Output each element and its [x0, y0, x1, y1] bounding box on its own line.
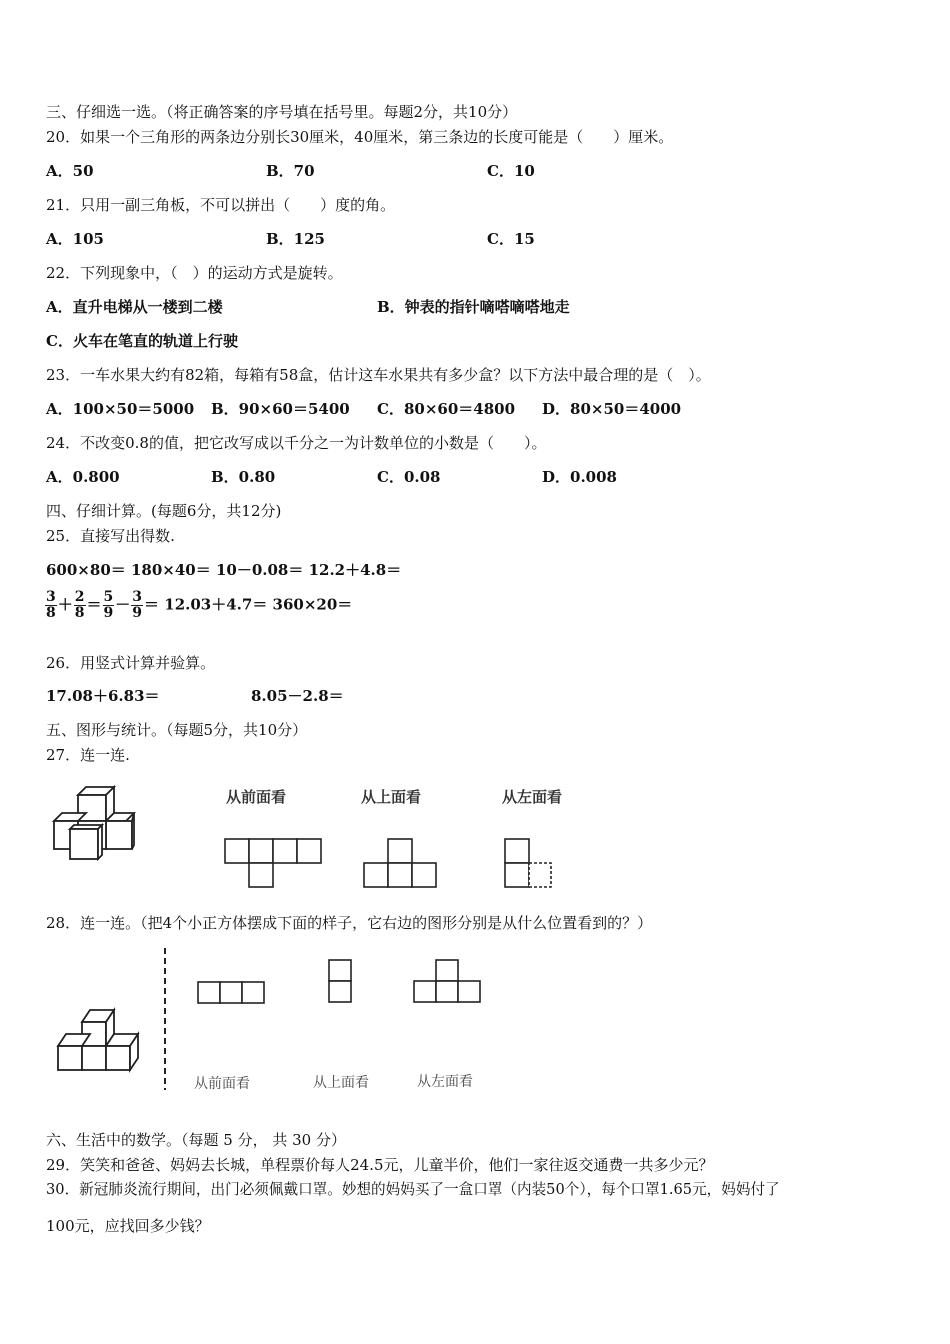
- fraction-1: $\frac{3}{8}$: [46, 589, 56, 621]
- section-6-title: 六、生活中的数学。（每题 5 分， 共 30 分）: [46, 1131, 346, 1149]
- q28-label-top: 从上面看: [313, 1075, 369, 1091]
- q22-option-a: A．直升电梯从一楼到二楼: [46, 298, 223, 316]
- q29-stem: 29．笑笑和爸爸、妈妈去长城，单程票价每人24.5元，儿童半价，他们一家往返交通费一共多少元？: [46, 1156, 714, 1174]
- q28-label-front: 从前面看: [194, 1076, 250, 1092]
- q24-option-d: D．0.008: [542, 468, 617, 486]
- q21-option-c: C．15: [487, 230, 535, 248]
- section-5-title: 五、图形与统计。（每题5分，共10分）: [46, 721, 308, 739]
- q24-option-b: B．0.80: [211, 468, 276, 486]
- q23-option-b: B．90×60＝5400: [211, 400, 350, 418]
- q23-stem: 23．一车水果大约有82箱，每箱有58盒，估计这车水果共有多少盒？以下方法中最合理的是（ ）。: [46, 366, 711, 384]
- q26-expr-1: 17.08＋6.83＝: [46, 687, 160, 705]
- q24-option-c: C．0.08: [377, 468, 441, 486]
- q28-stem: 28．连一连。（把4个小正方体摆成下面的样子，它右边的图形分别是从什么位置看到的？）: [46, 914, 653, 932]
- q24-stem: 24．不改变0.8的值，把它改写成以千分之一为计数单位的小数是（ ）。: [46, 434, 547, 452]
- q28-view-3: [413, 959, 483, 1005]
- q27-left-view: [503, 838, 555, 890]
- q20-option-a: A．50: [46, 162, 94, 180]
- q22-stem: 22．下列现象中，（ ）的运动方式是旋转。: [46, 264, 343, 282]
- q27-label-front: 从前面看: [226, 788, 287, 806]
- q25-row-1: 600×80＝ 180×40＝ 10－0.08＝ 12.2＋4.8＝: [46, 561, 402, 579]
- q28-dashed-divider: [162, 948, 168, 1090]
- q25-row-2: $\frac{3}{8}$ ＋ $\frac{2}{8}$ ＝ $\frac{5}{9}$ － $\frac{3}{9}$ ＝ 12.03＋4.7＝ 360×20＝: [46, 589, 353, 621]
- q23-option-a: A．100×50＝5000: [46, 400, 195, 418]
- q27-label-left: 从左面看: [502, 788, 563, 806]
- q20-option-b: B．70: [266, 162, 315, 180]
- q28-cube-stack-figure: [52, 1002, 152, 1074]
- q20-stem: 20．如果一个三角形的两条边分别长30厘米，40厘米，第三条边的长度可能是（ ）厘米。: [46, 128, 674, 146]
- q27-top-view: [362, 838, 440, 890]
- q28-label-left: 从左面看: [417, 1074, 473, 1090]
- q21-option-a: A．105: [46, 230, 104, 248]
- q20-option-c: C．10: [487, 162, 535, 180]
- fraction-2: $\frac{2}{8}$: [74, 589, 85, 621]
- q27-stem: 27．连一连.: [46, 746, 130, 764]
- q27-front-view: [224, 838, 324, 890]
- q23-option-d: D．80×50＝4000: [542, 400, 682, 418]
- q27-label-top: 从上面看: [361, 788, 422, 806]
- section-3-title: 三、仔细选一选。（将正确答案的序号填在括号里。每题2分，共10分）: [46, 103, 518, 121]
- q27-cube-stack-figure: [50, 785, 140, 865]
- q22-option-b: B．钟表的指针嘀嗒嘀嗒地走: [377, 298, 570, 316]
- q26-stem: 26．用竖式计算并验算。: [46, 654, 216, 672]
- q28-view-2: [328, 959, 354, 1005]
- q25-stem: 25．直接写出得数.: [46, 527, 175, 545]
- q22-option-c: C．火车在笔直的轨道上行驶: [46, 332, 238, 350]
- fraction-4: $\frac{3}{9}$: [132, 589, 143, 621]
- q21-option-b: B．125: [266, 230, 325, 248]
- q30-stem-line-1: 30．新冠肺炎流行期间，出门必须佩戴口罩。妙想的妈妈买了一盒口罩（内装50个），每个口罩1.65元，妈妈付了: [46, 1181, 780, 1198]
- q26-expr-2: 8.05－2.8＝: [251, 687, 344, 705]
- section-4-title: 四、仔细计算。(每题6分，共12分): [46, 502, 282, 520]
- q30-stem-line-2: 100元，应找回多少钱？: [46, 1217, 210, 1235]
- q21-stem: 21．只用一副三角板，不可以拼出（ ）度的角。: [46, 196, 396, 214]
- q28-view-1: [197, 981, 267, 1005]
- fraction-3: $\frac{5}{9}$: [103, 589, 114, 621]
- q23-option-c: C．80×60＝4800: [377, 400, 516, 418]
- q24-option-a: A．0.800: [46, 468, 120, 486]
